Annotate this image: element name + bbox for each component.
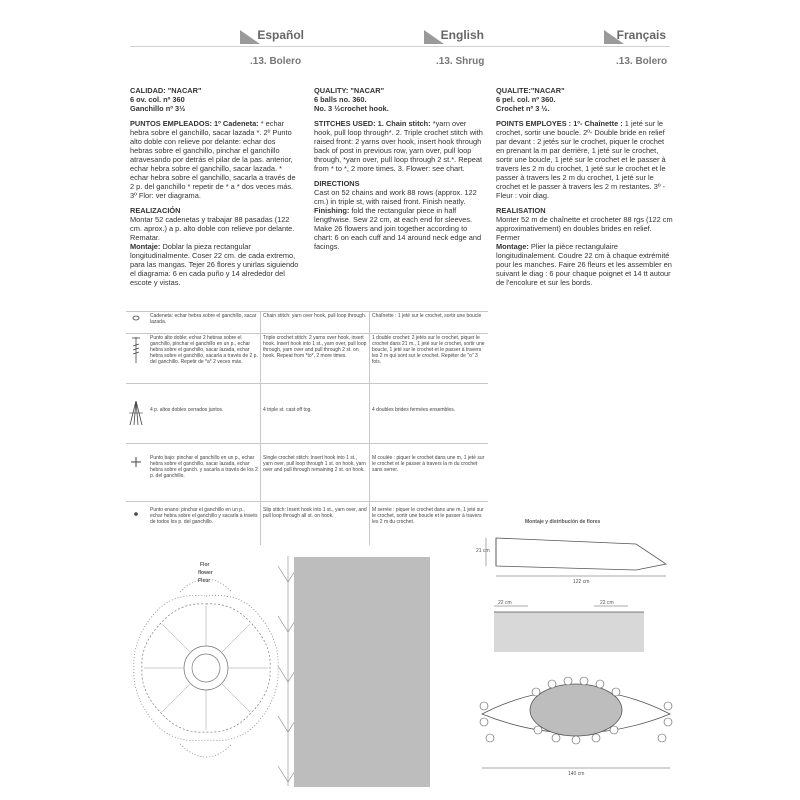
assembly-title: Montaje: [130,242,161,251]
cluster-4-triple-icon [128,399,144,429]
symbol-es: Punto alto doble: echar 2 hebras sobre el ganchillo, pinchar el ganchillo en un p., echar hebra sobre el ganchillo, sacar lazada, echar hebra sobre el ganchillo, sacarla a través de 2 p. del ganchillo. Repetir de *a* 2 veces más. [150,335,258,365]
slip-stitch-dot-icon [128,507,144,521]
symbol-es: Cadeneta: echar hebra sobre el ganchillo, sacar lazada. [150,313,257,325]
hook-size: Crochet nº 3 ½. [496,104,550,113]
directions-paragraph [314,179,486,251]
column-fr [496,86,674,293]
realization-paragraph [130,206,300,287]
flower-title-en: flower [198,570,213,576]
section-text: Montar 52 cadenetas y trabajar 88 pasadas (122 cm. aprox.) a p. alto doble con relieve por delante. Rematar. [130,215,295,242]
section-title: DIRECTIONS [314,179,360,188]
section-text: Cast on 52 chains and work 88 rows (approx. 122 cm.) in triple st, with raised front. Finish neatly. [314,188,477,206]
stitches-text: 1 jeté sur le crochet, sortir une boucle. 2º- Double bride en relief par devant : 2 jetés sur le crochet, piquer le crochet en prenant la m par derrière, 1 jeté sur le crochet, sortir une boucle, 1 jeté sur le crochet et le passer à travers les 2 m du crochet, 1 jeté sur le crochet et le passer à travers les 2 m du crochet, 1 jeté sur le crochet et le passer à travers les 2 m restantes. 3º - Fleur : voir diag. [496,119,666,200]
symbol-fr: M coulée : piquer le crochet dans une m, 1 jeté sur le crochet et le passer à travers la m du crochet sans serrer. [372,455,485,473]
lang-label: English [440,28,484,42]
symbol-es: 4 p. altos dobles cerrados juntos. [150,407,224,413]
subtitle-es: .13. Bolero [250,56,302,67]
subtitle-fr: .13. Bolero [616,56,668,67]
symbol-es: Punto bajo: pinchar el ganchillo en un p., echar hebra sobre el ganchillo, sacar lazada, echar hebra sobre el ganch. y sacarla a través de los 2 p. del ganchillo. [150,455,258,479]
header-es [240,30,308,47]
table-row [126,443,488,502]
symbol-fr: 4 doubles brides fermées ensembles. [372,407,456,413]
stitches-title: STITCHES USED: 1. Chain stitch: [314,119,431,128]
symbols-table [126,311,488,545]
symbol-en: Single crochet stitch: Insert hook into 1 st., yarn over, pull loop through 1 st. on hook, yarn over and pull through remaining 2 st. on hook. [263,455,366,473]
balls: 6 balls no. 360. [314,95,367,104]
flower-title-fr: Fleur [198,578,211,584]
balls: 6 ov. col. nº 360 [130,95,185,104]
table-row [126,333,488,384]
flower-diagram [128,556,298,786]
flower-title-es: Flor [200,562,210,568]
symbol-fr: M serrée : piquer le crochet dans une m, 1 jeté sur le crochet, sortir une boucle et le passer à travers les 2 m du crochet. [372,507,484,525]
assembly-text: Doblar la pieza rectangular longitudinalmente. Coser 22 cm. de cada extremo, para las mangas. Tejer 26 flores y unirlas siguiendo el diagrama: 6 en cada puño y 14 alrededor del escote y vistas. [130,242,299,287]
hook-size: No. 3 ½crochet hook. [314,104,389,113]
montage-title: Montage: [496,242,529,251]
stitches-title: PUNTOS EMPLEADOS: 1º Cadeneta: [130,119,259,128]
stitches-title: POINTS EMPLOYES : 1º- Chaînette : [496,119,623,128]
dim-140: 140 cm [568,771,585,777]
symbol-en: Slip stitch: Insert hook into 1 st., yarn over, and pull loop through all st. on hook. [263,507,367,519]
stitches-paragraph [314,119,486,173]
dim-22-left: 22 cm [498,600,512,606]
stitches-text: * echar hebra sobre el ganchillo, sacar lazada *. 2º Punto alto doble con relieve por delante: echar dos hebras sobre el ganchillo, pinchar el ganchillo atravesando por detrás el pilar de la pas. anterior, echar hebra sobre el ganchillo, sacar lazada. * echar hebra sobre el ganchillo, sacarla a través de 2 p. del ganchillo * repetir de * a * dos veces más. 3º Flor: ver diagrama. [130,119,296,200]
assembly-diagram [476,526,686,786]
symbol-fr: Chaînette : 1 jeté sur le crochet, sortir une boucle [372,313,482,319]
section-text: Monter 52 m de chaînette et crocheter 88 rgs (122 cm approximativement) en doubles brides en relief. Fermer [496,215,673,242]
finishing-title: Finishing: [314,206,350,215]
quality: QUALITE:"NACAR" [496,86,565,95]
lang-label: Français [616,28,666,42]
symbol-en: 4 triple st. cast off tog. [263,407,312,413]
stitches-text: *yarn over hook, pull loop through*. 2. Triple crochet stitch with raised front: 2 yarns over hook, insert hook through back of post in previous row, yarn over, pull loop through, *yarn over, pull loop through 2 st.*. Repeat from * to *, 2 more times. 3. Flower: see chart. [314,119,483,173]
dim-22-right: 22 cm [600,600,614,606]
stitches-paragraph [496,119,674,200]
symbol-en: Triple crochet stitch: 2 yarns over hook, insert hook. Insert hook into 1 st., yarn over, pull loop through, yarn over and pull through 2 st. on hook. Repeat from *to*, 2 more times. [263,335,367,359]
table-row [126,311,488,334]
symbol-es: Punto enano: pinchar el ganchillo en un p., echar hebra sobre el ganchillo y sacarla a través de todos los p. del ganchillo. [150,507,258,525]
header-fr [604,30,670,47]
symbol-fr: 1 double crochet: 2 jetés sur le crochet, piquer le crochet dans 21 m., 1 jeté sur le crochet, sortir une boucle, 1 jeté sur le crochet et le passer à travers les 2 m qui sont sur le crochet. Repéter de "o" 3 fois. [372,335,485,365]
single-crochet-cross-icon [128,455,144,469]
montage-text: Plier la pièce rectangulaire longitudinalement. Coudre 22 cm à chaque extrémité pour les manches. Faire 26 fleurs et les assembler en suivant le diag : 6 pour chaque poignet et 14 tt autour de l'encolure et sur les bords. [496,242,672,287]
section-title: REALISATION [496,206,546,215]
subtitle-en: .13. Shrug [436,56,485,67]
assembly-title: Montaje y distribución de flores [525,519,601,525]
symbol-en: Chain stitch: yarn over hook, pull loop through. [263,313,367,319]
quality: QUALITY: "NACAR" [314,86,385,95]
finishing-text: fold the rectangular piece in half lengthwise. Sew 22 cm, at each end for sleeves. Make 26 flowers and join together according to chart: 6 on each cuff and 14 around neck edge and facings. [314,206,482,251]
table-row [126,501,488,545]
table-row [126,383,488,444]
quality: CALIDAD: "NACAR" [130,86,202,95]
realisation-paragraph [496,206,674,287]
dim-122: 122 cm [573,579,590,585]
dim-side: 21 cm [476,548,490,554]
header-rule [130,46,670,47]
section-title: REALIZACIÓN [130,206,181,215]
stitch-texture-image [294,557,430,787]
stitches-paragraph [130,119,300,200]
column-en [314,86,486,257]
chain-stitch-oval-icon [128,313,144,323]
balls: 6 pel. col. nº 360. [496,95,556,104]
header-en [424,30,488,47]
column-es [130,86,300,293]
hook-size: Ganchillo nº 3½ [130,104,186,113]
lang-label: Español [257,28,304,42]
triple-crochet-icon [128,335,144,365]
